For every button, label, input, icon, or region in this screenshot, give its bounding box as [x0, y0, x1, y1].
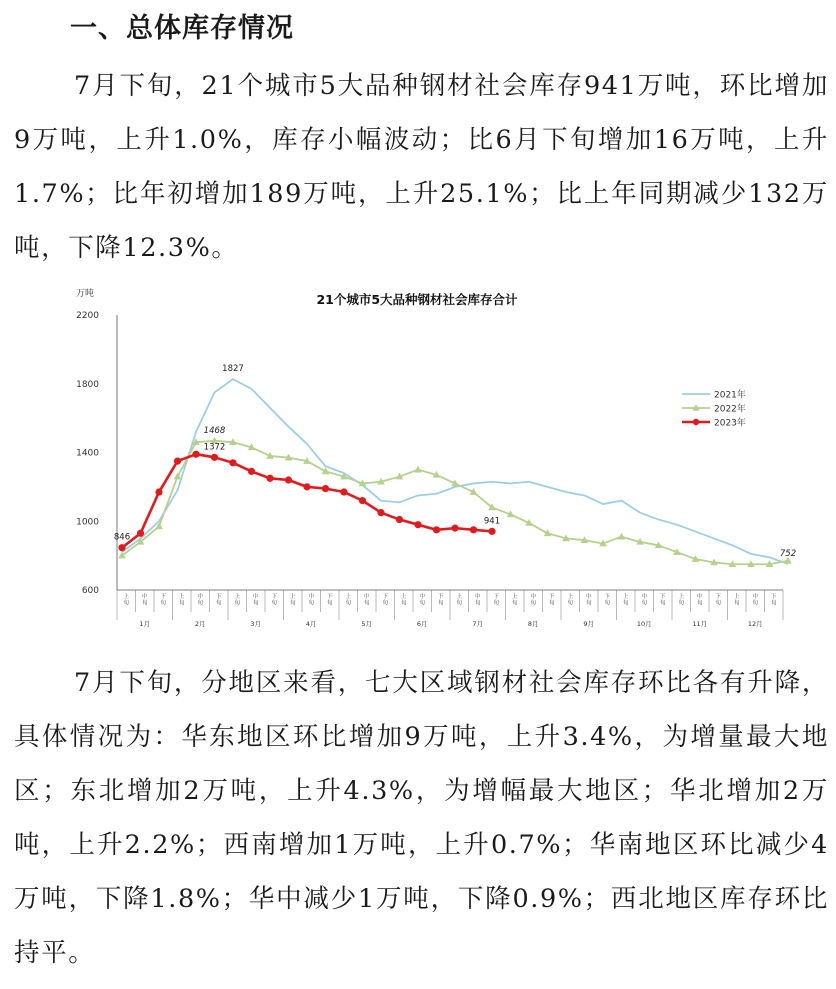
x-tick-label: 旬 [197, 600, 204, 607]
x-tick-label: 上 [345, 594, 352, 600]
x-tick-label: 中 [530, 594, 537, 600]
x-tick-label: 上 [178, 594, 185, 600]
y-tick-label: 2200 [76, 311, 99, 321]
y-axis-unit: 万吨 [76, 289, 95, 299]
x-tick-label: 下 [659, 594, 666, 600]
x-tick-label: 上 [456, 594, 463, 600]
x-tick-label: 旬 [382, 600, 389, 607]
x-tick-label: 旬 [659, 600, 666, 607]
x-month-label: 8月 [527, 620, 539, 628]
x-tick-label: 旬 [178, 600, 185, 607]
data-point-2022年 [414, 466, 422, 473]
paragraph-regions: 7月下旬，分地区来看，七大区域钢材社会库存环比各有升降，具体情况为：华东地区环比增加9万吨，上升3.4%，为增量最大地区；东北增加2万吨，上升4.3%，为增幅最大地区；华北增加2万吨，上升2.2%；西南增加1万吨，上升0.7%；华南地区环比减少4万吨，下降1.8%；华中减少1万吨，下降0.9%；西北地区库存环比持平。 [14, 668, 829, 968]
x-tick-label: 下 [326, 594, 333, 600]
x-tick-label: 旬 [641, 600, 648, 607]
x-tick-label: 旬 [770, 600, 777, 607]
x-tick-label: 下 [715, 594, 722, 600]
x-tick-label: 下 [215, 594, 222, 600]
x-tick-label: 旬 [715, 600, 722, 607]
x-tick-label: 下 [604, 594, 611, 600]
y-tick-label: 1400 [76, 448, 99, 459]
x-tick-label: 中 [585, 594, 592, 600]
x-tick-label: 旬 [160, 600, 167, 607]
x-tick-label: 上 [234, 594, 241, 600]
x-month-label: 12月 [747, 620, 763, 628]
x-tick-label: 中 [419, 594, 426, 600]
legend-label-2021年: 2021年 [714, 390, 746, 401]
inventory-line-chart [72, 282, 797, 632]
data-point-2023年 [285, 476, 292, 483]
y-tick-label: 1800 [76, 379, 99, 390]
data-point-2023年 [396, 516, 403, 523]
x-tick-label: 旬 [234, 600, 241, 607]
x-month-label: 4月 [305, 620, 317, 628]
data-label: 846 [113, 532, 131, 543]
x-tick-label: 旬 [474, 600, 481, 607]
data-point-2023年 [155, 488, 162, 495]
paragraph-summary: 7月下旬，21个城市5大品种钢材社会库存941万吨，环比增加9万吨，上升1.0%，库存小幅波动；比6月下旬增加16万吨，上升1.7%；比年初增加189万吨，上升25.1%；比上年同期减少132万吨，下降12.3%。 [14, 71, 829, 263]
x-tick-label: 中 [197, 594, 204, 600]
x-tick-label: 中 [363, 594, 370, 600]
x-tick-label: 旬 [548, 600, 555, 607]
data-point-2023年 [470, 526, 477, 533]
data-point-2023年 [303, 483, 310, 490]
legend-label-2023年: 2023年 [714, 418, 746, 429]
x-tick-label: 旬 [363, 600, 370, 607]
data-label: 1372 [203, 442, 226, 453]
x-tick-label: 上 [511, 594, 518, 600]
x-tick-label: 上 [123, 594, 130, 600]
x-tick-label: 旬 [530, 600, 537, 607]
legend-label-2022年: 2022年 [714, 404, 746, 415]
x-tick-label: 旬 [622, 600, 629, 607]
data-point-2023年 [137, 530, 144, 537]
x-tick-label: 旬 [215, 600, 222, 607]
x-tick-label: 旬 [511, 600, 518, 607]
x-tick-label: 旬 [289, 600, 296, 607]
x-tick-label: 旬 [437, 600, 444, 607]
x-tick-label: 下 [770, 594, 777, 600]
data-point-2023年 [488, 528, 495, 535]
x-month-label: 11月 [692, 620, 708, 628]
x-month-label: 9月 [583, 620, 595, 628]
x-month-label: 2月 [194, 620, 206, 628]
data-point-2023年 [211, 454, 218, 461]
y-tick-label: 1000 [76, 517, 99, 528]
x-tick-label: 下 [160, 594, 167, 600]
x-tick-label: 上 [567, 594, 574, 600]
data-point-2023年 [248, 468, 255, 475]
x-tick-label: 旬 [400, 600, 407, 607]
data-point-2022年 [618, 533, 626, 540]
x-tick-label: 旬 [678, 600, 685, 607]
x-tick-label: 中 [641, 594, 648, 600]
data-point-2023年 [340, 488, 347, 495]
data-point-2023年 [266, 475, 273, 482]
x-tick-label: 中 [252, 594, 259, 600]
data-point-2023年 [322, 485, 329, 492]
x-tick-label: 旬 [456, 600, 463, 607]
x-tick-label: 上 [400, 594, 407, 600]
data-point-2022年 [174, 473, 182, 480]
x-tick-label: 上 [678, 594, 685, 600]
x-tick-label: 下 [437, 594, 444, 600]
series-line-2023年 [122, 454, 492, 548]
x-tick-label: 旬 [308, 600, 315, 607]
x-tick-label: 中 [752, 594, 759, 600]
x-tick-label: 旬 [567, 600, 574, 607]
x-tick-label: 中 [696, 594, 703, 600]
x-tick-label: 上 [733, 594, 740, 600]
x-month-label: 3月 [250, 620, 262, 628]
chart-title: 21个城市5大品种钢材社会库存合计 [316, 292, 518, 307]
section-heading: 一、总体库存情况 [70, 13, 294, 44]
data-point-2023年 [359, 497, 366, 504]
data-point-2023年 [414, 521, 421, 528]
data-point-2023年 [451, 525, 458, 532]
x-tick-label: 旬 [696, 600, 703, 607]
y-tick-label: 600 [81, 586, 99, 596]
data-point-2023年 [118, 544, 125, 551]
data-point-2023年 [192, 451, 199, 458]
x-tick-label: 旬 [419, 600, 426, 607]
x-tick-label: 旬 [733, 600, 740, 607]
x-tick-label: 下 [493, 594, 500, 600]
x-month-label: 6月 [416, 620, 428, 628]
x-tick-label: 旬 [752, 600, 759, 607]
x-tick-label: 旬 [326, 600, 333, 607]
x-tick-label: 中 [308, 594, 315, 600]
data-label: 1827 [222, 364, 244, 375]
data-point-2023年 [433, 526, 440, 533]
x-tick-label: 下 [548, 594, 555, 600]
data-label: 752 [779, 548, 797, 559]
x-month-label: 7月 [472, 620, 484, 628]
data-label: 941 [483, 516, 501, 527]
x-month-label: 10月 [636, 620, 652, 628]
x-tick-label: 旬 [345, 600, 352, 607]
data-point-2023年 [174, 457, 181, 464]
x-tick-label: 旬 [493, 600, 500, 607]
x-tick-label: 旬 [604, 600, 611, 607]
data-point-2023年 [377, 509, 384, 516]
x-tick-label: 旬 [141, 600, 148, 607]
x-month-label: 1月 [139, 620, 151, 628]
x-tick-label: 下 [382, 594, 389, 600]
x-month-label: 5月 [361, 620, 373, 628]
x-tick-label: 旬 [585, 600, 592, 607]
x-tick-label: 旬 [271, 600, 278, 607]
series-line-2021年 [122, 379, 788, 564]
legend-marker [693, 419, 699, 425]
x-tick-label: 中 [474, 594, 481, 600]
data-label: 1468 [203, 425, 226, 436]
x-tick-label: 旬 [252, 600, 259, 607]
x-tick-label: 上 [289, 594, 296, 600]
x-tick-label: 上 [622, 594, 629, 600]
data-point-2023年 [229, 459, 236, 466]
x-tick-label: 下 [271, 594, 278, 600]
x-tick-label: 旬 [123, 600, 130, 607]
x-tick-label: 中 [141, 594, 148, 600]
